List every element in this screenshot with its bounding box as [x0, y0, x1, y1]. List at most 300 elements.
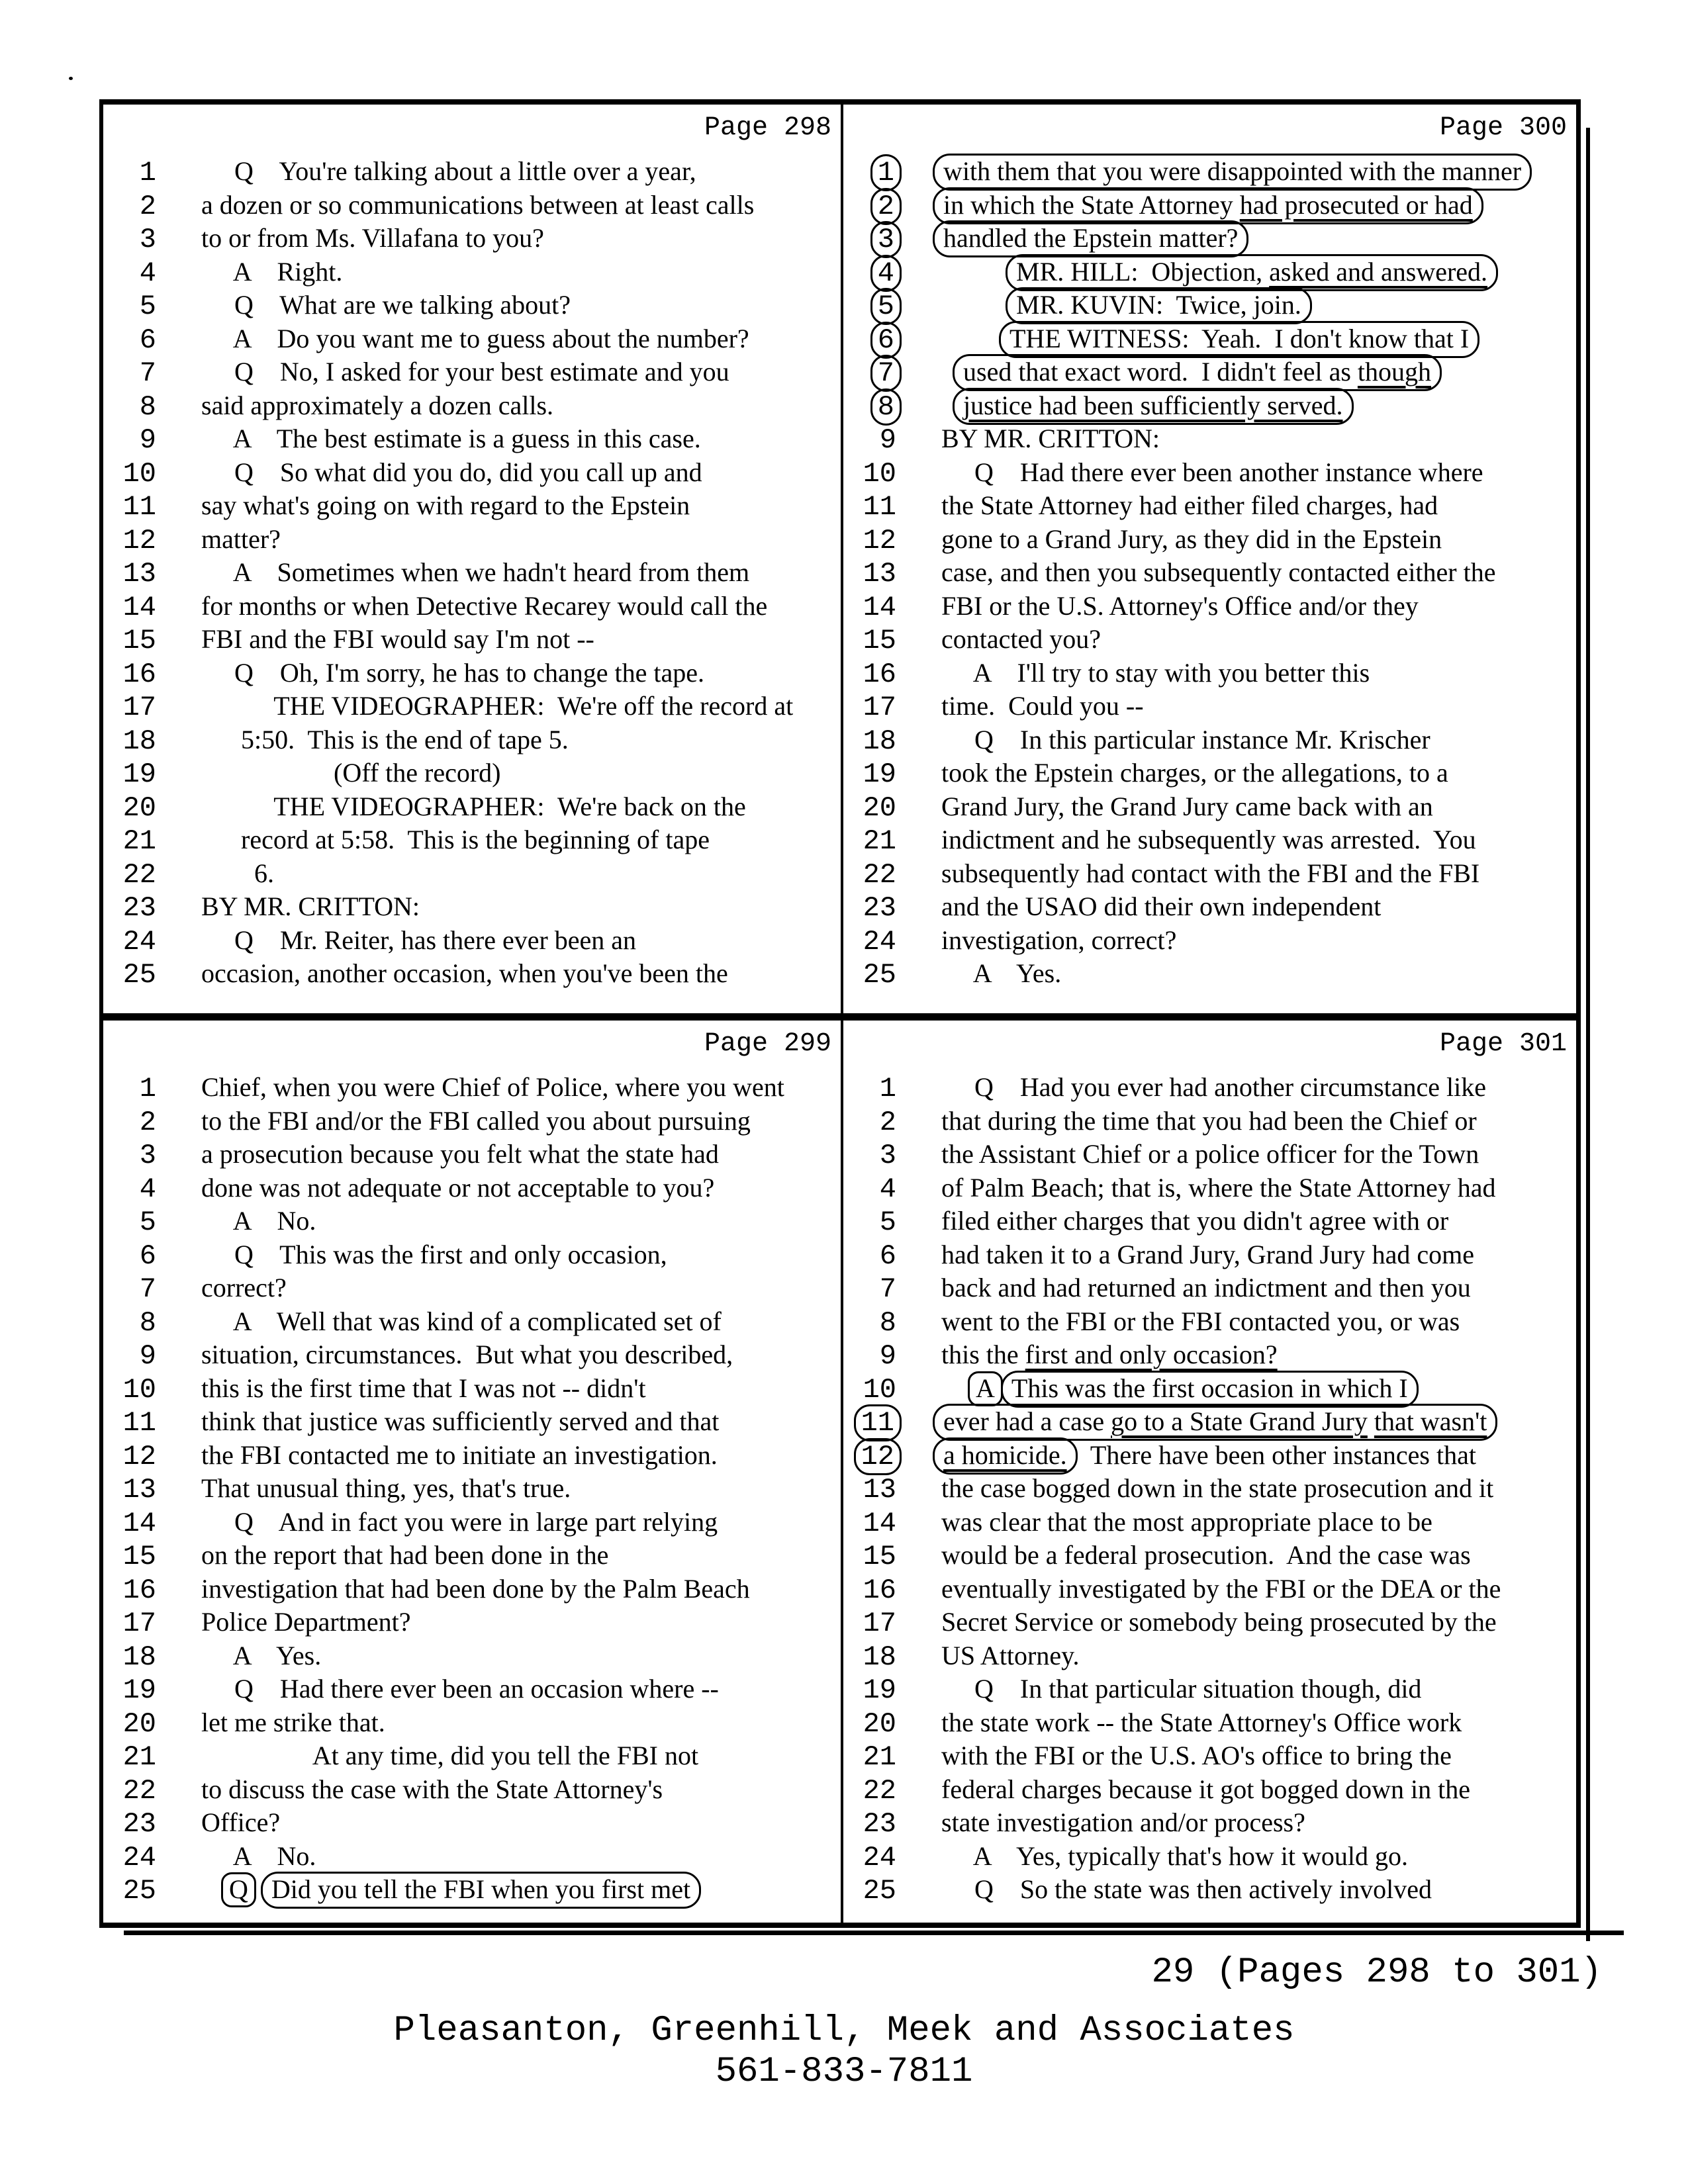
text-run: BY MR. CRITTON: [941, 424, 1160, 453]
line-text [201, 825, 710, 854]
line-number: 4 [139, 257, 156, 289]
line-number: 24 [863, 925, 896, 958]
text-run: investigation that had been done by the Palm Beach [201, 1573, 750, 1604]
text-run: MR. KUVIN: Twice, join. [1016, 290, 1301, 320]
line-number: 23 [863, 1808, 896, 1840]
transcript-line [843, 489, 1576, 523]
line-number: 6 [139, 1240, 156, 1272]
line-number: 10 [863, 457, 896, 490]
line-number: 16 [863, 1574, 896, 1606]
circled-line-number: 5 [870, 288, 902, 325]
line-text [201, 1440, 718, 1470]
text-run: that during the time that you had been the Chief or [941, 1105, 1477, 1136]
line-number: 21 [863, 825, 896, 857]
line-text [941, 1807, 1305, 1837]
line-text [941, 1306, 1460, 1336]
line-text [941, 1106, 1477, 1136]
line-text [941, 1406, 1497, 1436]
transcript-line [103, 489, 841, 523]
line-number: 6 [139, 324, 156, 356]
line-text [941, 290, 1312, 320]
line-text [201, 1139, 719, 1169]
page-title: Page 299 [704, 1029, 831, 1059]
text-run: and the USAO did their own independent [941, 891, 1382, 921]
line-number [843, 357, 896, 390]
line-text [941, 490, 1438, 520]
line-text [941, 925, 1176, 955]
line-number: 15 [122, 1541, 156, 1572]
line-number: 10 [863, 1373, 896, 1406]
line-text [201, 758, 500, 788]
transcript-line [103, 1706, 841, 1740]
line-number: 3 [139, 224, 156, 255]
line-text [201, 557, 749, 587]
transcript-line [103, 790, 841, 824]
line-number: 19 [122, 1674, 156, 1706]
page-title: Page 300 [1439, 113, 1567, 143]
line-number: 18 [122, 1641, 156, 1673]
text-run: Q Had there ever been another instance where [941, 457, 1483, 487]
line-text [201, 858, 274, 888]
transcript-line [843, 924, 1576, 958]
text-run: FBI and the FBI would say I'm not -- [201, 624, 594, 654]
line-number [843, 223, 896, 257]
line-text [941, 1841, 1408, 1871]
line-number: 18 [122, 725, 156, 757]
circled-marker: A [968, 1371, 1003, 1406]
circled-line-number: 8 [870, 388, 902, 426]
line-text [941, 891, 1381, 921]
line-number: 18 [863, 1641, 896, 1673]
line-number: 17 [122, 692, 156, 723]
text-run: state investigation and/or process? [941, 1807, 1305, 1837]
line-text [201, 891, 420, 921]
text-run: US Attorney. [941, 1640, 1080, 1670]
transcript-line [103, 1840, 841, 1874]
transcript-line [103, 1539, 841, 1572]
text-run: A Yes, typically that's how it would go. [941, 1841, 1409, 1871]
line-text [941, 624, 1101, 654]
line-number [843, 1406, 896, 1440]
line-number [843, 257, 896, 291]
line-number: 22 [863, 858, 896, 891]
line-text [941, 457, 1483, 487]
line-number: 7 [139, 1273, 156, 1305]
line-number: 3 [879, 1140, 896, 1171]
transcript-line [843, 422, 1576, 456]
line-text [941, 557, 1495, 587]
text-run: with them that you were disappointed with the manner [943, 156, 1522, 186]
line-text [941, 1574, 1501, 1604]
text-run: investigation, correct? [941, 925, 1177, 955]
page-298-panel [103, 105, 841, 1013]
page-edge-shadow-bottom [124, 1931, 1624, 1935]
annotation-oval [1001, 1371, 1419, 1408]
line-text [201, 792, 746, 821]
text-run: situation, circumstances. But what you described, [201, 1340, 733, 1369]
transcript-line [843, 1840, 1576, 1874]
transcript-line [843, 756, 1576, 790]
line-number: 5 [139, 291, 156, 322]
line-text [201, 1173, 714, 1203]
transcript-line [103, 823, 841, 857]
line-text [201, 1841, 316, 1871]
text-run: A Yes. [201, 1640, 322, 1670]
line-number: 5 [879, 1206, 896, 1238]
line-number [843, 390, 896, 424]
text-run: took the Epstein charges, or the allegations, to a [941, 758, 1448, 788]
line-text [201, 1874, 701, 1904]
transcript-line [103, 322, 841, 356]
line-text [941, 691, 1144, 721]
line-number: 20 [122, 792, 156, 824]
text-run: the State Attorney had either filed charges, had [941, 490, 1438, 520]
line-number: 16 [122, 658, 156, 690]
transcript-line [843, 556, 1576, 590]
transcript-line [843, 1706, 1576, 1740]
line-number: 12 [122, 524, 156, 557]
line-number: 22 [122, 1774, 156, 1807]
text-run: gone to a Grand Jury, as they did in the Epstein [941, 523, 1442, 554]
transcript-line [103, 422, 841, 456]
circled-line-number: 2 [870, 188, 902, 225]
text-run [941, 324, 1008, 353]
line-number [843, 1440, 896, 1474]
line-number: 8 [879, 1306, 896, 1339]
transcript-line [103, 957, 841, 991]
text-run: Q Had there ever been an occasion where -- [201, 1674, 719, 1704]
line-text [941, 1072, 1486, 1102]
text-run: Chief, when you were Chief of Police, where you went [201, 1072, 784, 1102]
transcript-line [843, 1572, 1576, 1606]
transcript-line [843, 1672, 1576, 1706]
transcript-line [103, 523, 841, 557]
text-run: BY MR. CRITTON: [201, 891, 420, 921]
text-run: THE VIDEOGRAPHER: We're back on the [201, 791, 746, 821]
text-run [941, 1373, 968, 1403]
page-lines [103, 154, 841, 991]
line-text [941, 1607, 1497, 1637]
line-number: 4 [879, 1173, 896, 1205]
text-run: A The best estimate is a guess in this case. [201, 424, 701, 453]
line-number: 13 [863, 1474, 896, 1506]
transcript-line [843, 1138, 1576, 1171]
transcript-line [843, 222, 1576, 255]
underlined-text: asked and answered. [1269, 256, 1488, 287]
line-text [941, 1440, 1476, 1470]
line-number: 22 [122, 858, 156, 891]
annotation-oval [1006, 254, 1498, 291]
text-run: There have been other instances that [1077, 1439, 1476, 1470]
text-run: A Well that was kind of a complicated set of [201, 1306, 722, 1336]
annotation-oval [1006, 287, 1312, 324]
underlined-text: a homicide. [943, 1439, 1067, 1470]
line-text [201, 1674, 719, 1704]
line-number: 17 [863, 692, 896, 723]
page-header [103, 105, 841, 154]
transcript-line [103, 255, 841, 289]
line-text [201, 457, 702, 487]
transcript-line [843, 355, 1576, 389]
text-run: THE WITNESS: Yeah. I don't know that I [1009, 323, 1470, 353]
text-run: the state work -- the State Attorney's Office work [941, 1707, 1462, 1737]
transcript-line [843, 1338, 1576, 1372]
line-number [843, 190, 896, 224]
transcript-line [103, 1739, 841, 1773]
line-text [201, 725, 569, 754]
text-run: Police Department? [201, 1607, 411, 1637]
line-number: 15 [863, 625, 896, 657]
line-number: 24 [863, 1841, 896, 1874]
text-run: of Palm Beach; that is, where the State Attorney had [941, 1172, 1496, 1203]
line-number: 23 [863, 892, 896, 924]
transcript-frame [99, 99, 1581, 1928]
transcript-line [103, 623, 841, 657]
footer-court-reporter-firm: Pleasanton, Greenhill, Meek and Associates [393, 2011, 1295, 2051]
text-run: 5:50. This is the end of tape 5. [201, 724, 569, 754]
text-run: Q No, I asked for your best estimate and you [201, 357, 729, 387]
page-lines [843, 154, 1576, 991]
text-run: for months or when Detective Recarey would call the [201, 590, 768, 621]
circled-line-number: 1 [870, 154, 902, 191]
scan-speck [69, 77, 73, 80]
line-text [201, 1240, 667, 1269]
transcript-line [843, 823, 1576, 857]
circled-line-number: 6 [870, 322, 902, 359]
transcript-line [103, 690, 841, 723]
line-text [941, 156, 1532, 186]
line-number: 25 [863, 1875, 896, 1907]
underlined-text: had prosecuted or had [1239, 189, 1473, 220]
text-run: Q So what did you do, did you call up and [201, 457, 702, 487]
transcript-line [103, 556, 841, 590]
line-text [201, 1106, 751, 1136]
text-run: Q Had you ever had another circumstance like [941, 1072, 1487, 1102]
transcript-line [843, 890, 1576, 924]
line-text [941, 1774, 1470, 1804]
line-number: 9 [879, 424, 896, 456]
line-number: 4 [139, 1173, 156, 1205]
line-text [201, 1707, 385, 1737]
transcript-line [843, 322, 1576, 356]
line-text [201, 591, 767, 621]
transcript-line [103, 1672, 841, 1706]
page-299-panel [103, 1021, 841, 1923]
text-run: this is the first time that I was not -- didn't [201, 1373, 646, 1403]
line-text [201, 1641, 321, 1670]
line-number: 6 [879, 1240, 896, 1272]
line-text [201, 1072, 784, 1102]
four-up-grid [103, 105, 1576, 1923]
circled-line-number: 7 [870, 355, 902, 392]
line-number: 23 [122, 892, 156, 924]
text-run: correct? [201, 1273, 287, 1302]
transcript-line [103, 1071, 841, 1105]
line-text [201, 925, 636, 955]
transcript-line [843, 1071, 1576, 1105]
transcript-line [103, 1238, 841, 1272]
row-divider [103, 1013, 1576, 1021]
line-text [201, 1507, 718, 1537]
line-text [941, 390, 1354, 420]
page-lines [843, 1069, 1576, 1907]
page-header [843, 1021, 1576, 1069]
transcript-line [843, 1806, 1576, 1840]
line-number: 16 [122, 1574, 156, 1606]
transcript-line [843, 1539, 1576, 1572]
text-run [941, 257, 1014, 287]
text-run: done was not adequate or not acceptable to you? [201, 1172, 715, 1203]
transcript-line [843, 590, 1576, 623]
text-run: A No. [201, 1206, 316, 1236]
line-text [201, 424, 701, 453]
line-text [201, 1774, 663, 1804]
line-number [843, 324, 896, 357]
circled-marker: Q [221, 1872, 256, 1907]
line-text [201, 1306, 722, 1336]
transcript-line [103, 1472, 841, 1506]
line-number: 21 [122, 825, 156, 857]
annotation-oval [933, 220, 1248, 257]
line-text [201, 524, 281, 554]
text-run: say what's going on with regard to the Epstein [201, 490, 690, 520]
text-run: with the FBI or the U.S. AO's office to bring the [941, 1741, 1452, 1770]
text-run: the FBI contacted me to initiate an investigation. [201, 1439, 718, 1470]
annotation-oval [933, 1437, 1078, 1475]
annotation-oval [933, 187, 1483, 224]
transcript-line [103, 1338, 841, 1372]
annotation-oval [933, 1404, 1497, 1441]
text-run: went to the FBI or the FBI contacted you, or was [941, 1306, 1460, 1336]
line-text [941, 324, 1479, 353]
transcript-line [103, 456, 841, 490]
transcript-line [843, 523, 1576, 557]
line-text [941, 1240, 1474, 1269]
text-run: was clear that the most appropriate place to be [941, 1506, 1432, 1537]
text-run: contacted you? [941, 624, 1101, 654]
text-run: Grand Jury, the Grand Jury came back with an [941, 791, 1433, 821]
line-number: 24 [122, 925, 156, 958]
line-number: 20 [122, 1707, 156, 1740]
text-run: federal charges because it got bogged down in the [941, 1774, 1470, 1804]
page-header [843, 105, 1576, 154]
transcript-line [103, 1305, 841, 1339]
line-text [201, 958, 728, 988]
line-text [201, 1807, 280, 1837]
text-run: on the report that had been done in the [201, 1540, 609, 1570]
line-number: 19 [863, 1674, 896, 1706]
text-run: Q And in fact you were in large part relying [201, 1506, 718, 1537]
line-text [941, 1373, 1419, 1403]
line-number: 25 [863, 959, 896, 991]
transcript-line [103, 1405, 841, 1439]
line-text [201, 1206, 316, 1236]
transcript-line [843, 1472, 1576, 1506]
transcript-line [103, 222, 841, 255]
line-number: 8 [139, 390, 156, 423]
text-run: to the FBI and/or the FBI called you about pursuing [201, 1105, 751, 1136]
transcript-line [103, 1205, 841, 1238]
footer-phone-number: 561-833-7811 [715, 2052, 973, 2092]
transcript-line [843, 1305, 1576, 1339]
line-number: 15 [863, 1541, 896, 1572]
transcript-line [843, 657, 1576, 690]
transcript-line [103, 1506, 841, 1539]
line-number: 18 [863, 725, 896, 757]
line-text [201, 1340, 733, 1369]
line-text [201, 1540, 608, 1570]
line-text [201, 1607, 411, 1637]
text-run: to or from Ms. Villafana to you? [201, 223, 544, 253]
line-number [843, 156, 896, 190]
text-run: Q In this particular instance Mr. Krischer [941, 724, 1430, 754]
text-run: (Off the record) [201, 758, 501, 788]
line-number: 1 [139, 157, 156, 189]
line-text [201, 190, 754, 220]
transcript-line [843, 1271, 1576, 1305]
text-run: At any time, did you tell the FBI not [201, 1741, 699, 1770]
text-run: said approximately a dozen calls. [201, 390, 554, 420]
transcript-line [103, 189, 841, 222]
transcript-line [843, 1171, 1576, 1205]
text-run: That unusual thing, yes, that's true. [201, 1473, 571, 1503]
text-run: A Yes. [941, 958, 1062, 988]
transcript-line [843, 289, 1576, 322]
transcript-line [843, 1773, 1576, 1807]
page-edge-shadow-right [1586, 128, 1590, 1941]
line-number: 7 [139, 357, 156, 389]
line-number: 2 [139, 1106, 156, 1138]
transcript-line [103, 857, 841, 891]
line-text [941, 1741, 1452, 1770]
line-text [941, 1139, 1479, 1169]
line-text [941, 524, 1442, 554]
line-number: 17 [122, 1608, 156, 1639]
footer-page-range: 29 (Pages 298 to 301) [1151, 1952, 1602, 1993]
line-number: 24 [122, 1841, 156, 1874]
line-text [941, 1173, 1496, 1203]
annotation-oval [953, 388, 1354, 425]
line-text [941, 858, 1479, 888]
transcript-line [843, 1205, 1576, 1238]
line-text [201, 1373, 646, 1403]
text-run: a dozen or so communications between at least calls [201, 189, 755, 220]
line-text [941, 1273, 1471, 1302]
transcript-line [843, 456, 1576, 490]
line-number: 2 [879, 1106, 896, 1138]
text-run: A I'll try to stay with you better this [941, 657, 1370, 688]
line-text [941, 1540, 1471, 1570]
transcript-line [103, 590, 841, 623]
text-run: Secret Service or somebody being prosecuted by the [941, 1607, 1497, 1637]
transcript-line [843, 1439, 1576, 1473]
underlined-text: that wasn't [1374, 1406, 1487, 1436]
line-number: 9 [139, 1340, 156, 1372]
line-text [201, 1473, 571, 1503]
line-number: 16 [863, 658, 896, 690]
line-number: 25 [122, 959, 156, 991]
line-text [941, 792, 1433, 821]
text-run: THE VIDEOGRAPHER: We're off the record at [201, 691, 794, 721]
line-text [201, 691, 793, 721]
text-run: back and had returned an indictment and then you [941, 1273, 1471, 1302]
text-run [1368, 1406, 1374, 1436]
line-text [941, 1674, 1421, 1704]
transcript-line [843, 255, 1576, 289]
line-number: 11 [122, 1407, 156, 1439]
line-text [201, 1741, 698, 1770]
text-run: this the [941, 1340, 1025, 1369]
